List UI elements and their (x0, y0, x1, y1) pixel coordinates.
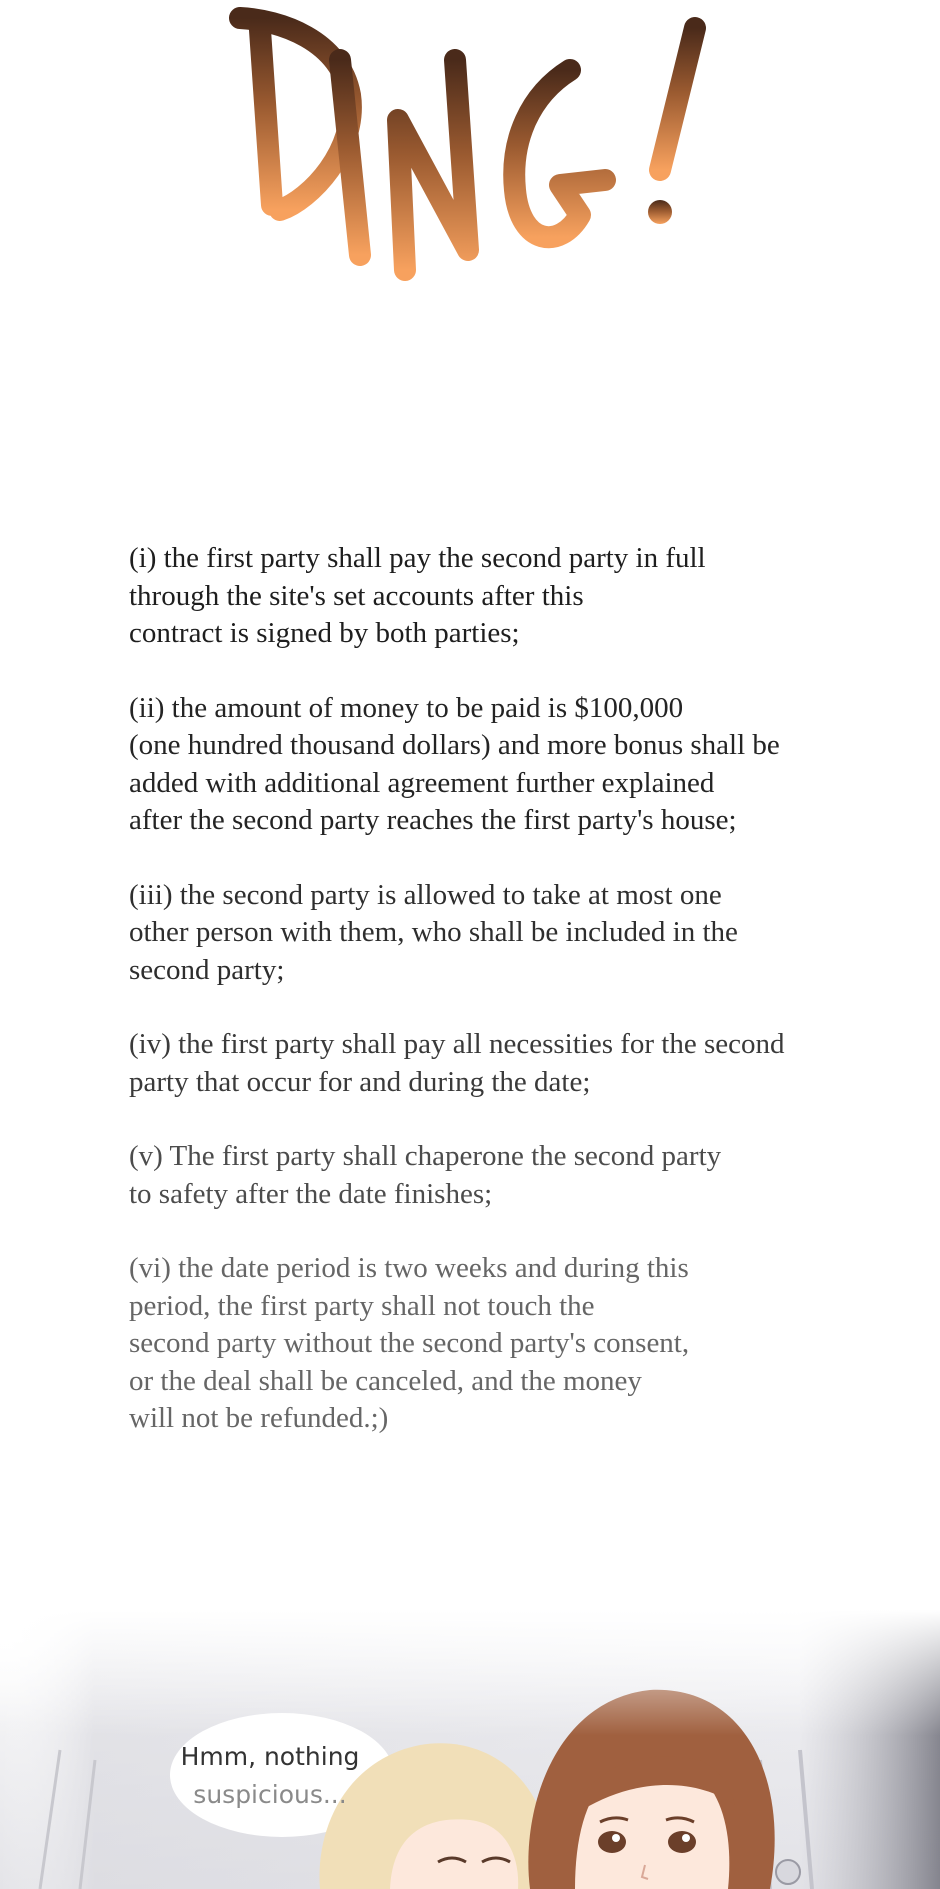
clause-iii: (iii) the second party is allowed to take at most one other person with them, who shall be included in the second party; (129, 878, 738, 986)
speech-bubble (170, 1738, 370, 1814)
exclamation-dot-shape (648, 200, 672, 224)
speech-line-2: suspicious... (193, 1780, 347, 1809)
letter-g-shape (514, 70, 605, 237)
contract-clauses (129, 540, 849, 1475)
speech-line-1: Hmm, nothing (180, 1742, 360, 1771)
clause-i: (i) the first party shall pay the second party in full through the site's set accounts after this contract is signed by both parties; (129, 542, 706, 649)
letter-n-shape (398, 60, 468, 270)
sound-effect-ding (220, 0, 740, 310)
letter-d-shape (240, 18, 351, 210)
clause-v: (v) The first party shall chaperone the second party to safety after the date finishes; (129, 1140, 722, 1210)
exclamation-shape (660, 28, 695, 170)
characters-illustration (0, 1610, 940, 1889)
top-fade (0, 1610, 940, 1889)
characters-scene (0, 1610, 940, 1889)
clause-vi: (vi) the date period is two weeks and during this period, the first party shall not touch the second party without the second party's consent, or the deal shall be canceled, and the money will not be refunded.;) (129, 1252, 690, 1434)
ding-lettering (220, 0, 740, 310)
clause-ii: (ii) the amount of money to be paid is $100,000 (one hundred thousand dollars) and more bonus shall be added with additional agreement further explained after the second party reaches the first party's house; (129, 691, 780, 836)
clause-iv: (iv) the first party shall pay all necessities for the second party that occur for and during the date; (129, 1028, 785, 1098)
